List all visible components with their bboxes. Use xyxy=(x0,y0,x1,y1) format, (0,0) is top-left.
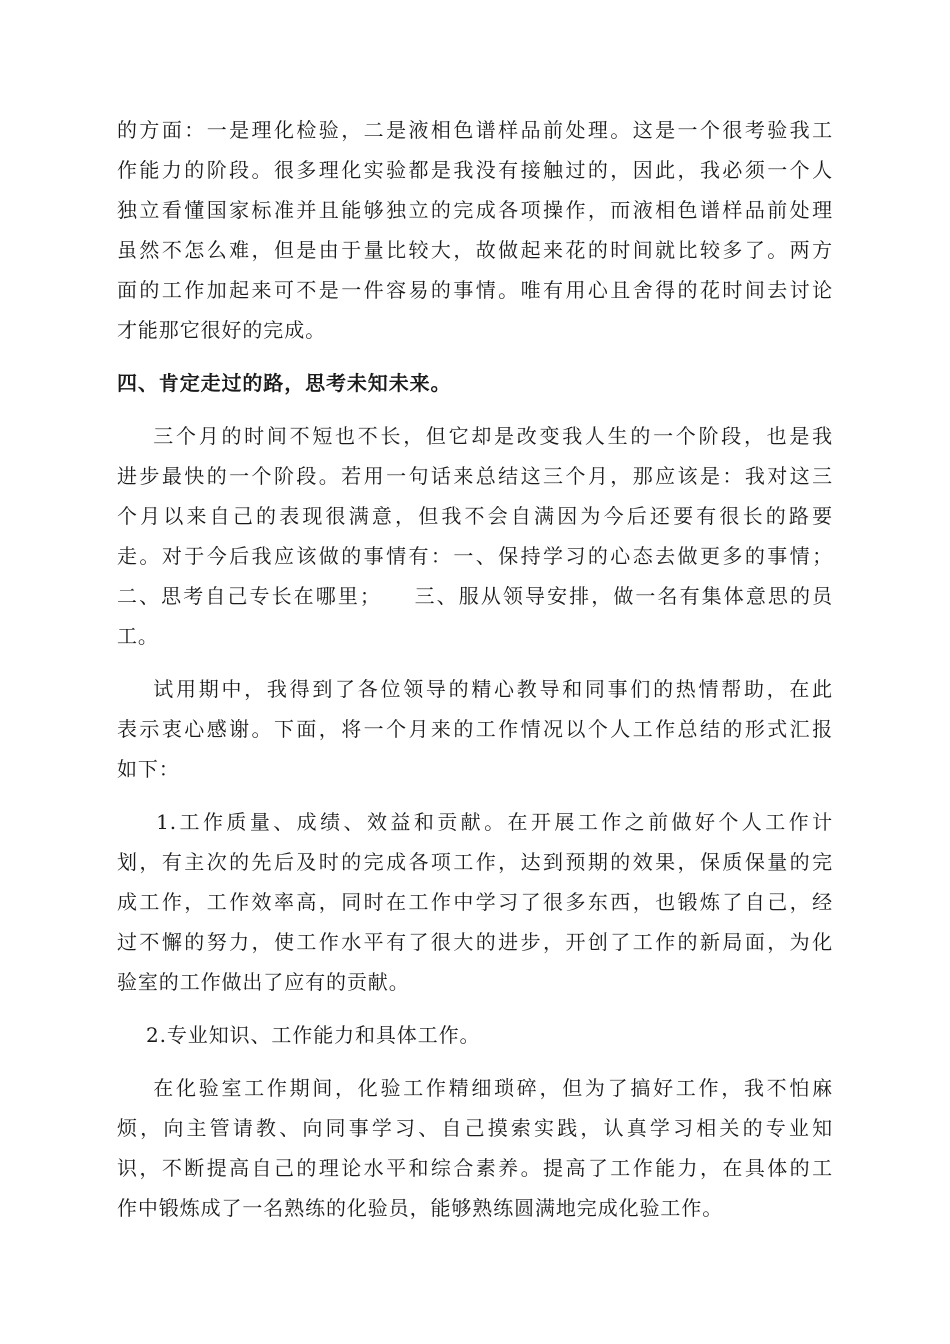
text-line: 才能那它很好的完成。 xyxy=(117,318,326,342)
section-heading: 四、肯定走过的路，思考未知未来。 xyxy=(117,371,452,395)
text-line: 过不懈的努力，使工作水平有了很大的进步，开创了工作的新局面，为化 xyxy=(117,930,833,954)
paragraph-lab-work xyxy=(117,1068,833,1228)
text-line: 工。 xyxy=(117,624,159,648)
text-line: 在化验室工作期间，化验工作精细琐碎，但为了搞好工作，我不怕麻 xyxy=(117,1076,833,1100)
text-line: 试用期中，我得到了各位领导的精心教导和同事们的热情帮助，在此 xyxy=(117,677,833,701)
text-line: 识，不断提高自己的理论水平和综合素养。提高了工作能力，在具体的工 xyxy=(117,1156,833,1180)
text-line: 作中锻炼成了一名熟练的化验员，能够熟练圆满地完成化验工作。 xyxy=(117,1196,724,1220)
text-line: 表示衷心感谢。下面，将一个月来的工作情况以个人工作总结的形式汇报 xyxy=(117,717,833,741)
text-line: 面的工作加起来可不是一件容易的事情。唯有用心且舍得的花时间去讨论 xyxy=(117,278,833,302)
text-line: 个月以来自己的表现很满意，但我不会自满因为今后还要有很长的路要 xyxy=(117,504,833,528)
text-line: 成工作，工作效率高，同时在工作中学习了很多东西，也锻炼了自己，经 xyxy=(117,890,833,914)
paragraph-item-1 xyxy=(117,802,833,1002)
text-line: 1.工作质量、成绩、效益和贡献。在开展工作之前做好个人工作计 xyxy=(117,810,833,834)
text-line: 划，有主次的先后及时的完成各项工作，达到预期的效果，保质保量的完 xyxy=(117,850,833,874)
text-line: 走。对于今后我应该做的事情有：一、保持学习的心态去做更多的事情； xyxy=(117,544,833,568)
paragraph-lab-tasks xyxy=(117,110,833,350)
section-heading-4 xyxy=(117,363,833,403)
text-line: 作能力的阶段。很多理化实验都是我没有接触过的，因此，我必须一个人 xyxy=(117,158,833,182)
text-line: 虽然不怎么难，但是由于量比较大，故做起来花的时间就比较多了。两方 xyxy=(117,238,833,262)
paragraph-item-2 xyxy=(117,1015,833,1055)
document-page xyxy=(117,110,833,1241)
paragraph-three-months xyxy=(117,416,833,656)
text-line: 三个月的时间不短也不长，但它却是改变我人生的一个阶段，也是我 xyxy=(117,424,833,448)
text-line: 烦，向主管请教、向同事学习、自己摸索实践，认真学习相关的专业知 xyxy=(117,1116,833,1140)
text-line: 进步最快的一个阶段。若用一句话来总结这三个月，那应该是：我对这三 xyxy=(117,464,833,488)
text-line: 如下： xyxy=(117,757,180,781)
text-line: 2.专业知识、工作能力和具体工作。 xyxy=(117,1023,481,1047)
text-line: 独立看懂国家标准并且能够独立的完成各项操作，而液相色谱样品前处理 xyxy=(117,198,833,222)
paragraph-probation-thanks xyxy=(117,669,833,789)
text-line: 验室的工作做出了应有的贡献。 xyxy=(117,970,410,994)
text-line: 的方面：一是理化检验，二是液相色谱样品前处理。这是一个很考验我工 xyxy=(117,118,833,142)
text-line: 二、思考自己专长在哪里； 三、服从领导安排，做一名有集体意思的员 xyxy=(117,584,833,608)
